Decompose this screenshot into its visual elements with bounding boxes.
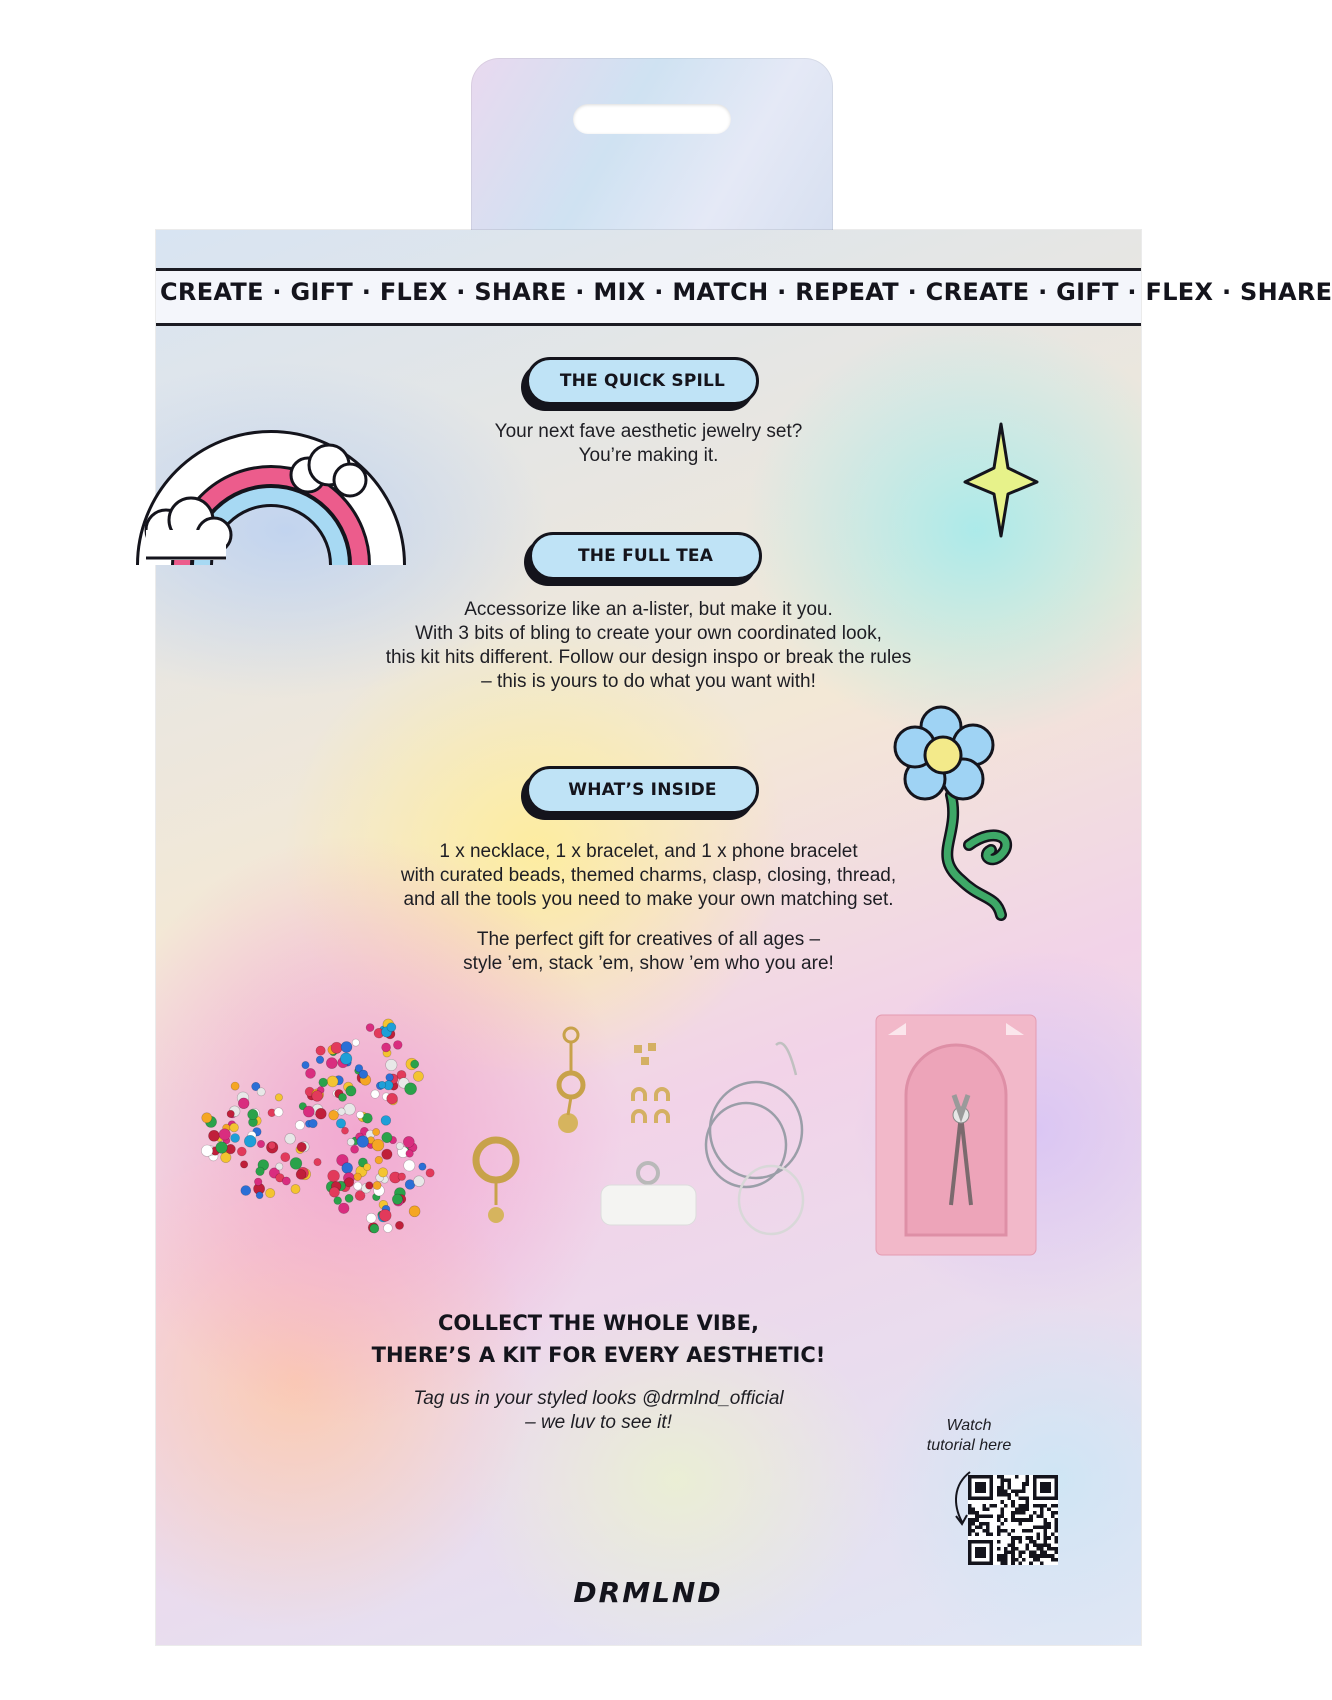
bead	[240, 1161, 247, 1168]
bead	[241, 1186, 251, 1196]
bead	[379, 1209, 391, 1221]
bead	[256, 1192, 263, 1199]
text-line: 1 x necklace, 1 x bracelet, and 1 x phone bracelet	[439, 841, 858, 862]
bead	[312, 1091, 323, 1102]
bead	[354, 1173, 362, 1181]
bead	[359, 1070, 368, 1079]
whats-inside-text	[316, 840, 981, 912]
bead	[319, 1078, 328, 1087]
bead	[327, 1076, 338, 1087]
bead	[364, 1164, 371, 1171]
crimp-beads	[631, 1043, 670, 1123]
rainbow-illustration	[146, 390, 376, 565]
heading-text: THE QUICK SPILL	[559, 371, 726, 391]
bead	[413, 1071, 423, 1081]
ticker-band	[156, 268, 1332, 326]
bead	[398, 1173, 406, 1181]
bead	[342, 1127, 349, 1134]
bead	[373, 1128, 380, 1135]
text-line: The perfect gift for creatives of all ages –	[476, 929, 821, 950]
phone-tab	[601, 1163, 696, 1225]
heading-text: THE FULL TEA	[577, 546, 714, 566]
bead	[302, 1061, 309, 1068]
bead	[238, 1098, 249, 1109]
bead	[316, 1056, 324, 1064]
brand-logo	[536, 1572, 761, 1612]
bead	[231, 1134, 240, 1143]
bead	[338, 1108, 345, 1115]
text-line: Accessorize like an a-lister, but make it you.	[464, 599, 833, 620]
bead	[351, 1145, 359, 1153]
bead	[414, 1176, 425, 1187]
bead	[285, 1133, 296, 1144]
section-heading-full-tea	[529, 532, 762, 580]
bead	[201, 1145, 212, 1156]
bead	[387, 1093, 398, 1104]
bead	[281, 1153, 290, 1162]
bead	[257, 1140, 264, 1147]
bead	[297, 1142, 306, 1151]
bead	[366, 1213, 376, 1223]
bead-mat	[876, 1015, 1036, 1255]
bead	[342, 1163, 353, 1174]
bead	[384, 1224, 393, 1233]
text-line: COLLECT THE WHOLE VIBE,	[438, 1311, 759, 1335]
bead	[378, 1081, 385, 1088]
bead	[382, 1043, 391, 1052]
bead	[290, 1158, 302, 1170]
heading-text: WHAT’S INSIDE	[568, 780, 717, 800]
bead	[372, 1139, 384, 1151]
bead	[296, 1169, 306, 1179]
bead	[386, 1059, 397, 1070]
bead	[382, 1149, 392, 1159]
bead	[375, 1156, 383, 1164]
bead	[366, 1024, 374, 1032]
text-line: Your next fave aesthetic jewelry set?	[494, 421, 803, 442]
text-line: Watch	[946, 1417, 992, 1434]
bead	[352, 1039, 359, 1046]
kit-contents-photo	[176, 1005, 1126, 1265]
bead	[227, 1110, 234, 1117]
text-line: this kit hits different. Follow our design inspo or break the rules	[385, 647, 912, 668]
bead	[268, 1142, 275, 1149]
bead	[244, 1135, 256, 1147]
bead	[338, 1093, 346, 1101]
clasp-charm	[558, 1028, 583, 1133]
text-line: With 3 bits of bling to create your own coordinated look,	[415, 623, 882, 644]
package-back	[156, 230, 1332, 1645]
bead	[346, 1086, 356, 1096]
bead	[326, 1058, 337, 1069]
bead	[370, 1224, 379, 1233]
hang-tab	[471, 58, 833, 248]
bead	[404, 1160, 415, 1171]
collect-heading	[266, 1307, 931, 1371]
text-line: and all the tools you need to make your own matching set.	[403, 889, 894, 910]
bead	[256, 1167, 265, 1176]
qr-code-icon[interactable]	[968, 1475, 1058, 1565]
bead	[254, 1178, 262, 1186]
bead	[314, 1158, 321, 1165]
bead	[248, 1109, 258, 1119]
text-line: tutorial here	[926, 1437, 1012, 1454]
bead	[209, 1130, 220, 1141]
text-line: Tag us in your styled looks @drmlnd_official	[413, 1388, 784, 1409]
bead	[237, 1147, 246, 1156]
bead	[344, 1103, 356, 1115]
bead	[316, 1046, 325, 1055]
text-line: style ’em, stack ’em, show ’em who you are!	[463, 953, 834, 974]
bead	[406, 1150, 414, 1158]
bead	[381, 1116, 391, 1126]
bead	[382, 1132, 392, 1142]
bead	[378, 1168, 387, 1177]
tag-us-text	[266, 1387, 931, 1435]
bead	[366, 1182, 374, 1190]
bead	[395, 1221, 403, 1229]
bead	[403, 1136, 414, 1147]
watch-tutorial-label	[884, 1416, 1054, 1456]
bead	[396, 1143, 403, 1150]
bead	[409, 1206, 420, 1217]
bead	[329, 1187, 339, 1197]
bead	[371, 1090, 379, 1098]
bead	[373, 1181, 381, 1189]
bead	[405, 1083, 417, 1095]
bead	[216, 1142, 228, 1154]
bead	[336, 1119, 345, 1128]
bead	[411, 1060, 419, 1068]
bead	[345, 1194, 353, 1202]
bead	[357, 1136, 369, 1148]
bead	[393, 1041, 402, 1050]
hang-hole	[573, 104, 731, 134]
bead	[329, 1110, 339, 1120]
bead	[306, 1068, 316, 1078]
section-heading-whats-inside	[526, 766, 759, 814]
bead	[202, 1113, 212, 1123]
bead	[328, 1170, 340, 1182]
bead	[341, 1042, 352, 1053]
bead	[266, 1188, 275, 1197]
bead	[356, 1111, 363, 1118]
bead	[386, 1074, 394, 1082]
bead	[331, 1042, 342, 1053]
bead	[257, 1088, 265, 1096]
bead	[219, 1129, 230, 1140]
bead	[354, 1182, 362, 1190]
bead	[334, 1197, 342, 1205]
svg-text:DRMLND: DRMLND	[573, 1576, 723, 1609]
bead	[340, 1053, 352, 1065]
bead	[309, 1119, 318, 1128]
text-line: – we luv to see it!	[525, 1412, 672, 1433]
bead	[230, 1123, 239, 1132]
bead	[276, 1163, 283, 1170]
bead	[231, 1082, 239, 1090]
bead	[282, 1177, 290, 1185]
text-line: – this is yours to do what you want with!	[481, 671, 816, 692]
bead	[419, 1163, 426, 1170]
text-line: with curated beads, themed charms, clasp, closing, thread,	[400, 865, 897, 886]
bead	[392, 1194, 402, 1204]
keyring-charm	[476, 1140, 516, 1223]
bead	[291, 1184, 300, 1193]
bead	[347, 1138, 354, 1145]
text-line: You’re making it.	[578, 445, 719, 466]
bead	[275, 1094, 282, 1101]
bead	[426, 1169, 434, 1177]
section-heading-quick-spill	[526, 357, 759, 405]
bead	[387, 1023, 396, 1032]
bead	[303, 1106, 314, 1117]
bead	[316, 1108, 327, 1119]
ticker-text: CREATE · GIFT · FLEX · SHARE · MIX · MATCH · REPEAT · CREATE · GIFT · FLEX · SHARE	[160, 278, 1332, 306]
gift-text	[316, 928, 981, 976]
beads-cluster	[201, 1019, 434, 1233]
bead	[339, 1203, 350, 1214]
thread-coils	[706, 1043, 803, 1234]
text-line: THERE’S A KIT FOR EVERY AESTHETIC!	[371, 1343, 826, 1367]
full-tea-text	[316, 598, 981, 694]
bead	[274, 1108, 283, 1117]
bead	[295, 1121, 304, 1130]
quick-spill-text	[316, 420, 981, 468]
